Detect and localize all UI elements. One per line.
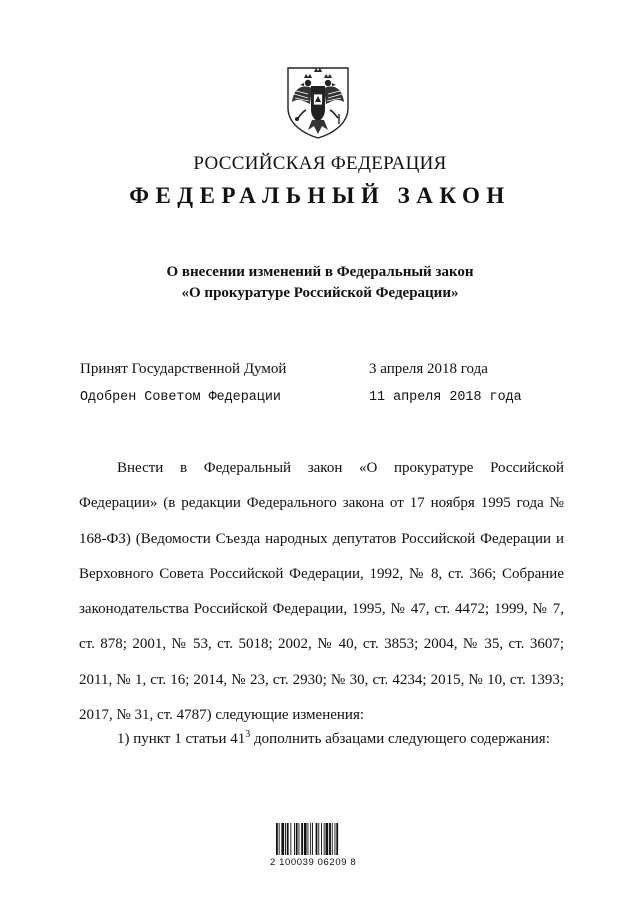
item-prefix: 1) пункт 1 статьи 41 [117,731,246,747]
double-headed-eagle-emblem-icon [284,64,352,140]
item-suffix: дополнить абзацами следующего содержания: [250,731,550,747]
law-title [0,262,640,304]
body-text [79,451,564,733]
duma-adoption-label: Принят Государственной Думой [80,361,287,377]
body-paragraph: Внести в Федеральный закон «О прокуратуре Российской Федерации» (в редакции Федерального закона от 17 ноября 1995 года № 168-ФЗ) (Ведомости Съезда народных депутатов Российской Федерации и Верховного Совета Российской Федерации, 1992, № 8, ст. 366; Собрание законодательства Российской Федерации, 1995, № 47, ст. 4472; 1999, № 7, ст. 878; 2001, № 53, ст. 5018; 2002, № 40, ст. 3853; 2004, № 35, ст. 3607; 2011, № 1, ст. 16; 2014, № 23, ст. 2930; № 30, ст. 4234; 2015, № 10, ст. 1393; 2017, № 31, ст. 4787) следующие изменения: [79,460,564,724]
barcode-icon [274,823,364,857]
country-heading: РОССИЙСКАЯ ФЕДЕРАЦИЯ [193,153,447,174]
law-title-line-2: «О прокуратуре Российской Федерации» [181,285,459,301]
council-approval-date: 11 апреля 2018 года [369,390,522,405]
law-type-heading: ФЕДЕРАЛЬНЫЙ ЗАКОН [129,183,511,208]
law-title-line-1: О внесении изменений в Федеральный закон [166,264,474,280]
list-item-1 [117,729,550,748]
barcode-number: 2 100039 06209 8 [270,857,357,868]
council-approval-label: Одобрен Советом Федерации [80,390,281,405]
item-superscript: 3 [245,729,251,740]
duma-adoption-date: 3 апреля 2018 года [369,361,488,377]
